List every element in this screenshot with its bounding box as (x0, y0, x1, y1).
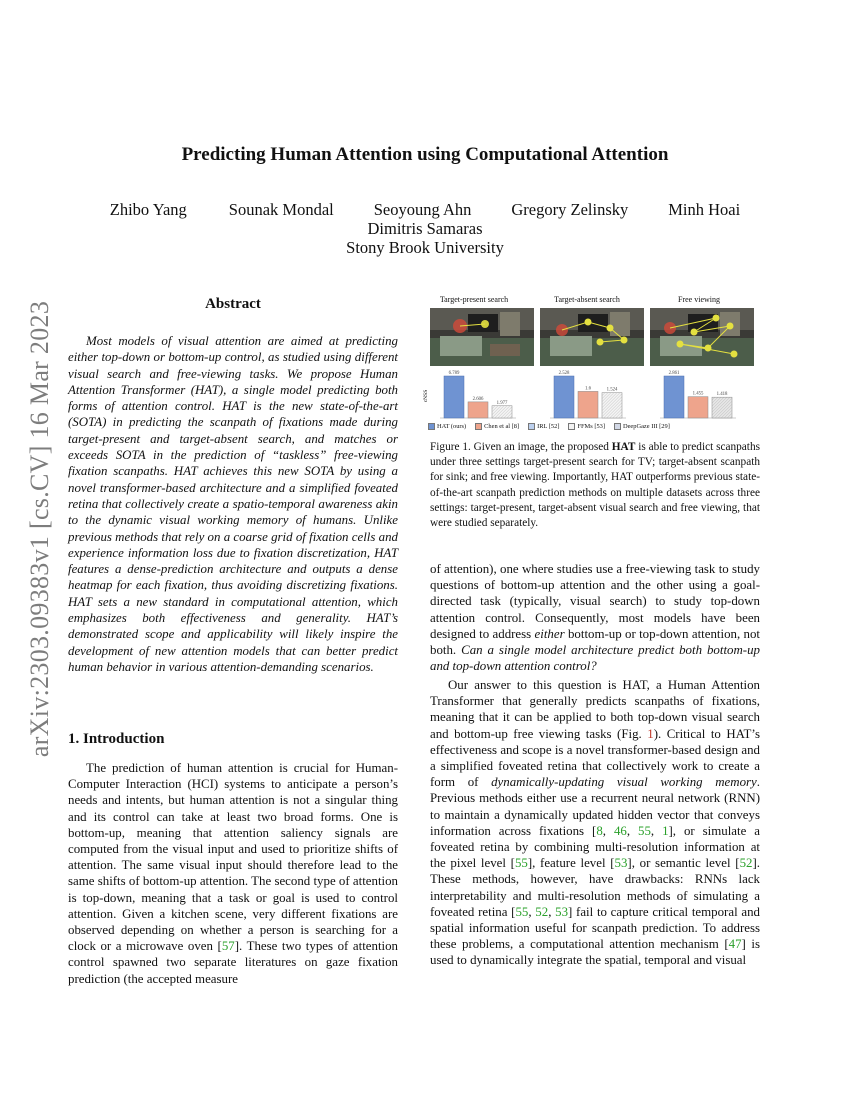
affiliation: Stony Brook University (346, 238, 504, 257)
author-6: Dimitris Samaras (367, 219, 483, 238)
scene-image-target-absent (540, 308, 644, 366)
panel-label-target-present: Target-present search (439, 295, 509, 304)
bar (688, 397, 708, 418)
scanpath-visualization (650, 308, 754, 366)
right-paragraph-1: of attention), one where studies use a free-viewing task to study questions of bottom-up attention and the other using a goal-directed task (typically, visual search) to study top-down attention control. Consequently, most models have been designed to address either bottom-up or top-down attention, not both. Can a single model architecture predict both bottom-up and top-down attention control? (430, 562, 760, 674)
scene-image-target-present (430, 308, 534, 366)
legend-swatch (614, 423, 621, 430)
legend-entry (528, 423, 559, 430)
bar-data-label: 2.528 (558, 371, 570, 376)
scanpath-visualization (540, 308, 644, 366)
legend-swatch (428, 423, 435, 430)
citation-link[interactable]: 47 (728, 937, 742, 952)
citation-link[interactable]: 8 (596, 823, 603, 838)
legend-swatch (568, 423, 575, 430)
legend-entry (475, 423, 519, 430)
author-1: Zhibo Yang (109, 200, 187, 219)
author-2: Sounak Mondal (228, 200, 334, 219)
panel-label-target-absent: Target-absent search (554, 295, 620, 304)
legend-label: IRL [52] (537, 423, 560, 430)
bar (578, 391, 598, 418)
bar-data-label: 2.606 (472, 396, 484, 402)
legend-label: DeepGaze III [29] (622, 423, 670, 430)
citation-link[interactable]: 1 (662, 823, 669, 838)
cnss-bar-chart (422, 366, 762, 424)
arxiv-stamp (18, 286, 62, 772)
bar-data-label: 1.418 (716, 392, 728, 398)
abstract-text: Most models of visual attention are aimed at predicting either top-down or bottom-up control, as studied using different visual search and free-viewing tasks. We propose Human Attention Transformer (HAT), a single model predicting both forms of attention control. HAT is the new state-of-the-art (SOTA) in predicting the scanpath of fixations made during target-present and target-absent search, and matches or exceeds SOTA in the prediction of “taskless” free-viewing fixation scanpaths. HAT achieves this new SOTA by using a novel transformer-based architecture and a simplified foveated retina that collectively create a spatio-temporal awareness akin to the dynamic visual working memory of humans. Unlike previous methods that rely on a coarse grid of fixation cells and experience information loss due to fixation discretization, HAT features a dense-prediction architecture and outputs a dense heatmap for each fixation, thus avoiding discretizing fixations. HAT sets a new standard in computational attention, which emphasizes both effectiveness and generality. HAT’s demonstrated scope and applicability will likely inspire the development of new attention models that can better predict human behavior in various attention-demanding scenarios. (68, 334, 398, 674)
abstract-heading: Abstract (205, 296, 261, 312)
author-3: Seoyoung Ahn (373, 200, 472, 219)
right-paragraph-2: Our answer to this question is HAT, a Human Attention Transformer that generally predicts scanpaths of fixations, meaning that it can be applied to both top-down visual search and bottom-up free viewing tasks (Fig. 1). Critical to HAT’s effectiveness and scope is a novel transformer-based design and a simplified foveated retina that collectively work to create a form of dynamically-updating visual working memory. Previous methods either use a recurrent neural network (RNN) to maintain a dynamically updated hidden vector that conveys information across fixations [8, 46, 55, 1], or simulate a foveated retina by combining multi-resolution information at the pixel level [55], feature level [53], or semantic level [52]. These methods, however, have drawbacks: RNNs lack interpretability and multi-resolution methods of simulating a foveated retina [55, 52, 53] fail to capture critical temporal and spatial information useful for scanpath prediction. To address these problems, a computational attention mechanism [47] is used to dynamically integrate the spatial, temporal and visual (430, 678, 760, 968)
figure-1 (422, 290, 762, 436)
section-heading-introduction: 1. Introduction (68, 731, 165, 747)
scene-image-free-viewing (650, 308, 754, 366)
legend-entry (428, 423, 466, 430)
legend-swatch (475, 423, 482, 430)
bar (468, 402, 488, 418)
bar-data-label: 2.861 (668, 371, 680, 376)
chart-legend (428, 423, 762, 430)
legend-label: Chen et al [8] (484, 423, 520, 430)
author-5: Minh Hoai (668, 200, 741, 219)
intro-paragraph: The prediction of human attention is crucial for Human-Computer Interaction (HCI) systems to anticipate a person’s needs and intents, but human attention is not a singular thing and its control can take at least two broad forms. One is bottom-up, meaning that attention saliency signals are computed from the visual input and used to prioritize shifts of attention. The same visual input should therefore lead to the same shifts of bottom-up attention. The second type of attention is top-down, meaning that a task or goal is used to control attention. Given a kitchen scene, very different fixations are observed depending on whether a person is searching for a clock or a microwave oven [57]. These two types of attention control spawned two separate literatures on gaze fixation prediction (the accepted measure (68, 761, 398, 986)
citation-link[interactable]: 52 (535, 904, 549, 919)
bar-data-label: 1.455 (692, 391, 704, 397)
bar (664, 376, 684, 418)
bar (554, 376, 574, 418)
citation-link[interactable]: 53 (614, 856, 628, 871)
scanpath-visualization (430, 308, 534, 366)
legend-entry (614, 423, 670, 430)
bar-data-label: 1.524 (606, 387, 618, 393)
legend-label: FFMs [53] (577, 423, 605, 430)
bar (444, 376, 464, 418)
bar-data-label: 6.789 (448, 371, 460, 376)
citation-link[interactable]: 57 (221, 939, 235, 954)
bar-data-label: 1.6 (585, 386, 591, 392)
citation-link[interactable]: 55 (514, 856, 528, 871)
citation-link[interactable]: 52 (739, 856, 753, 871)
legend-entry (568, 423, 605, 430)
bar-data-label: 1.977 (496, 400, 508, 406)
arxiv-id: arXiv:2303.09383v1 [cs.CV] 16 Mar 2023 (25, 300, 55, 758)
author-4: Gregory Zelinsky (511, 200, 629, 219)
legend-swatch (528, 423, 535, 430)
figure-reference-link[interactable]: 1 (647, 726, 654, 741)
citation-link[interactable]: 55 (638, 823, 651, 838)
legend-label: HAT (ours) (437, 423, 467, 430)
y-axis-label: cNSS (423, 389, 429, 403)
figure-caption: Figure 1. Given an image, the proposed HAT is able to predict scanpaths under three settings target-present search for TV; target-absent scanpath for sink; and free viewing. Importantly, HAT outperforms previous state-of-the-art scanpath prediction methods on multiple datasets across three settings: target-present, target-absent visual search and free viewing, that were studied separately. (430, 441, 760, 530)
author-list (0, 200, 850, 220)
panel-label-free-viewing: Free viewing (678, 295, 720, 304)
citation-link[interactable]: 55 (515, 904, 529, 919)
citation-link[interactable]: 53 (555, 904, 569, 919)
citation-link[interactable]: 46 (613, 823, 627, 838)
paper-title: Predicting Human Attention using Computational Attention (181, 144, 669, 165)
